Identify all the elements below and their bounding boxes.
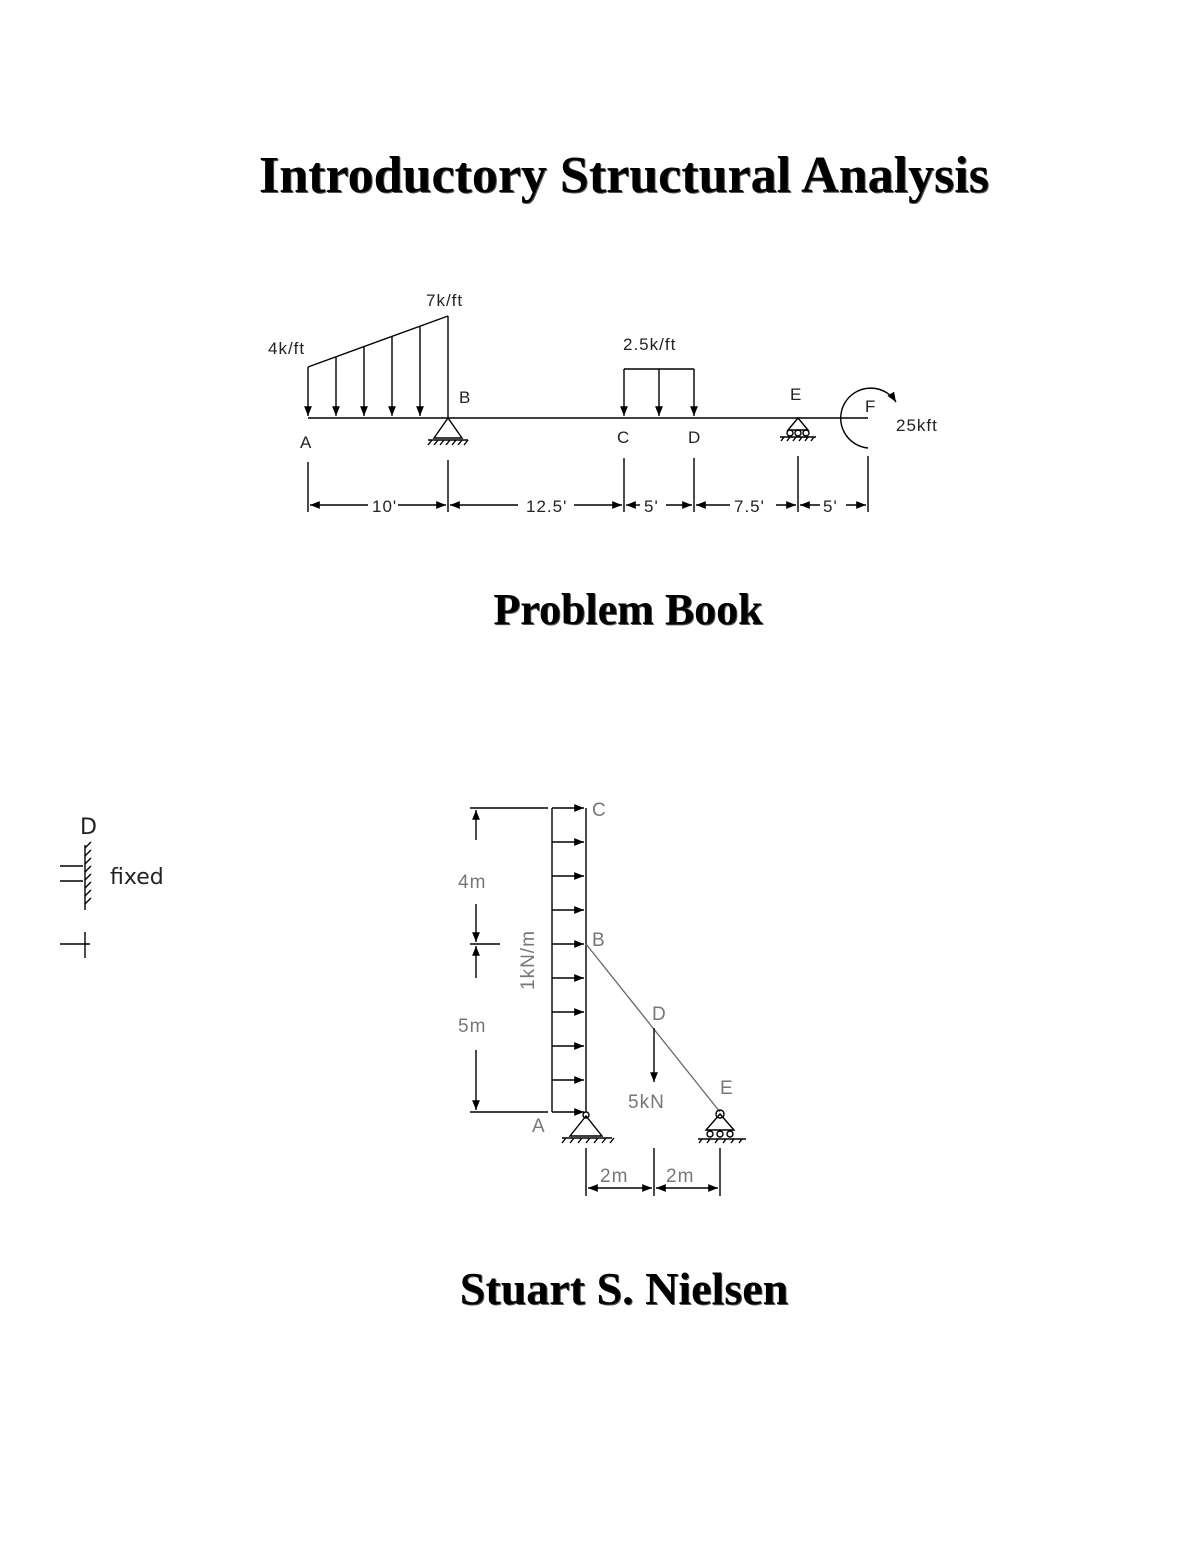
span-left-label: 2m	[600, 1166, 629, 1187]
frame-pin-support-a	[562, 1112, 614, 1143]
frame-diagonal	[586, 944, 720, 1112]
frame-point-c: C	[592, 800, 607, 821]
frame-point-a: A	[532, 1116, 546, 1137]
height-upper-label: 4m	[458, 872, 487, 893]
load-end-label: 7k/ft	[426, 291, 464, 310]
span-bc-label: 12.5'	[526, 497, 568, 516]
frame-point-e: E	[720, 1078, 734, 1099]
beam-point-a: A	[300, 433, 313, 452]
moment-label: 25kft	[896, 416, 938, 435]
beam-point-f: F	[865, 397, 877, 416]
span-right-label: 2m	[666, 1166, 695, 1187]
height-lower-label: 5m	[458, 1016, 487, 1037]
frame-point-d: D	[652, 1004, 667, 1025]
book-subtitle: Problem Book	[493, 585, 763, 634]
uniform-load-label: 2.5k/ft	[623, 335, 677, 354]
span-ab-label: 10'	[372, 497, 398, 516]
beam-point-d: D	[688, 428, 702, 447]
load-start-label: 4k/ft	[268, 339, 306, 358]
span-de-label: 7.5'	[734, 497, 765, 516]
span-cd-label: 5'	[644, 497, 659, 516]
legend-point-d: D	[80, 815, 97, 840]
distributed-load	[552, 808, 584, 1112]
beam-point-b: B	[459, 388, 472, 407]
frame-point-b: B	[592, 930, 606, 951]
book-title: Introductory Structural Analysis	[259, 147, 989, 204]
point-load-label: 5kN	[628, 1092, 665, 1113]
legend-fixed-label: fixed	[110, 865, 164, 890]
beam-point-c: C	[617, 428, 631, 447]
span-ef-label: 5'	[823, 497, 838, 516]
distributed-load-label: 1kN/m	[518, 930, 539, 990]
beam-point-e: E	[790, 385, 803, 404]
frame-roller-support-e	[698, 1110, 746, 1143]
book-author: Stuart S. Nielsen	[459, 1263, 789, 1314]
